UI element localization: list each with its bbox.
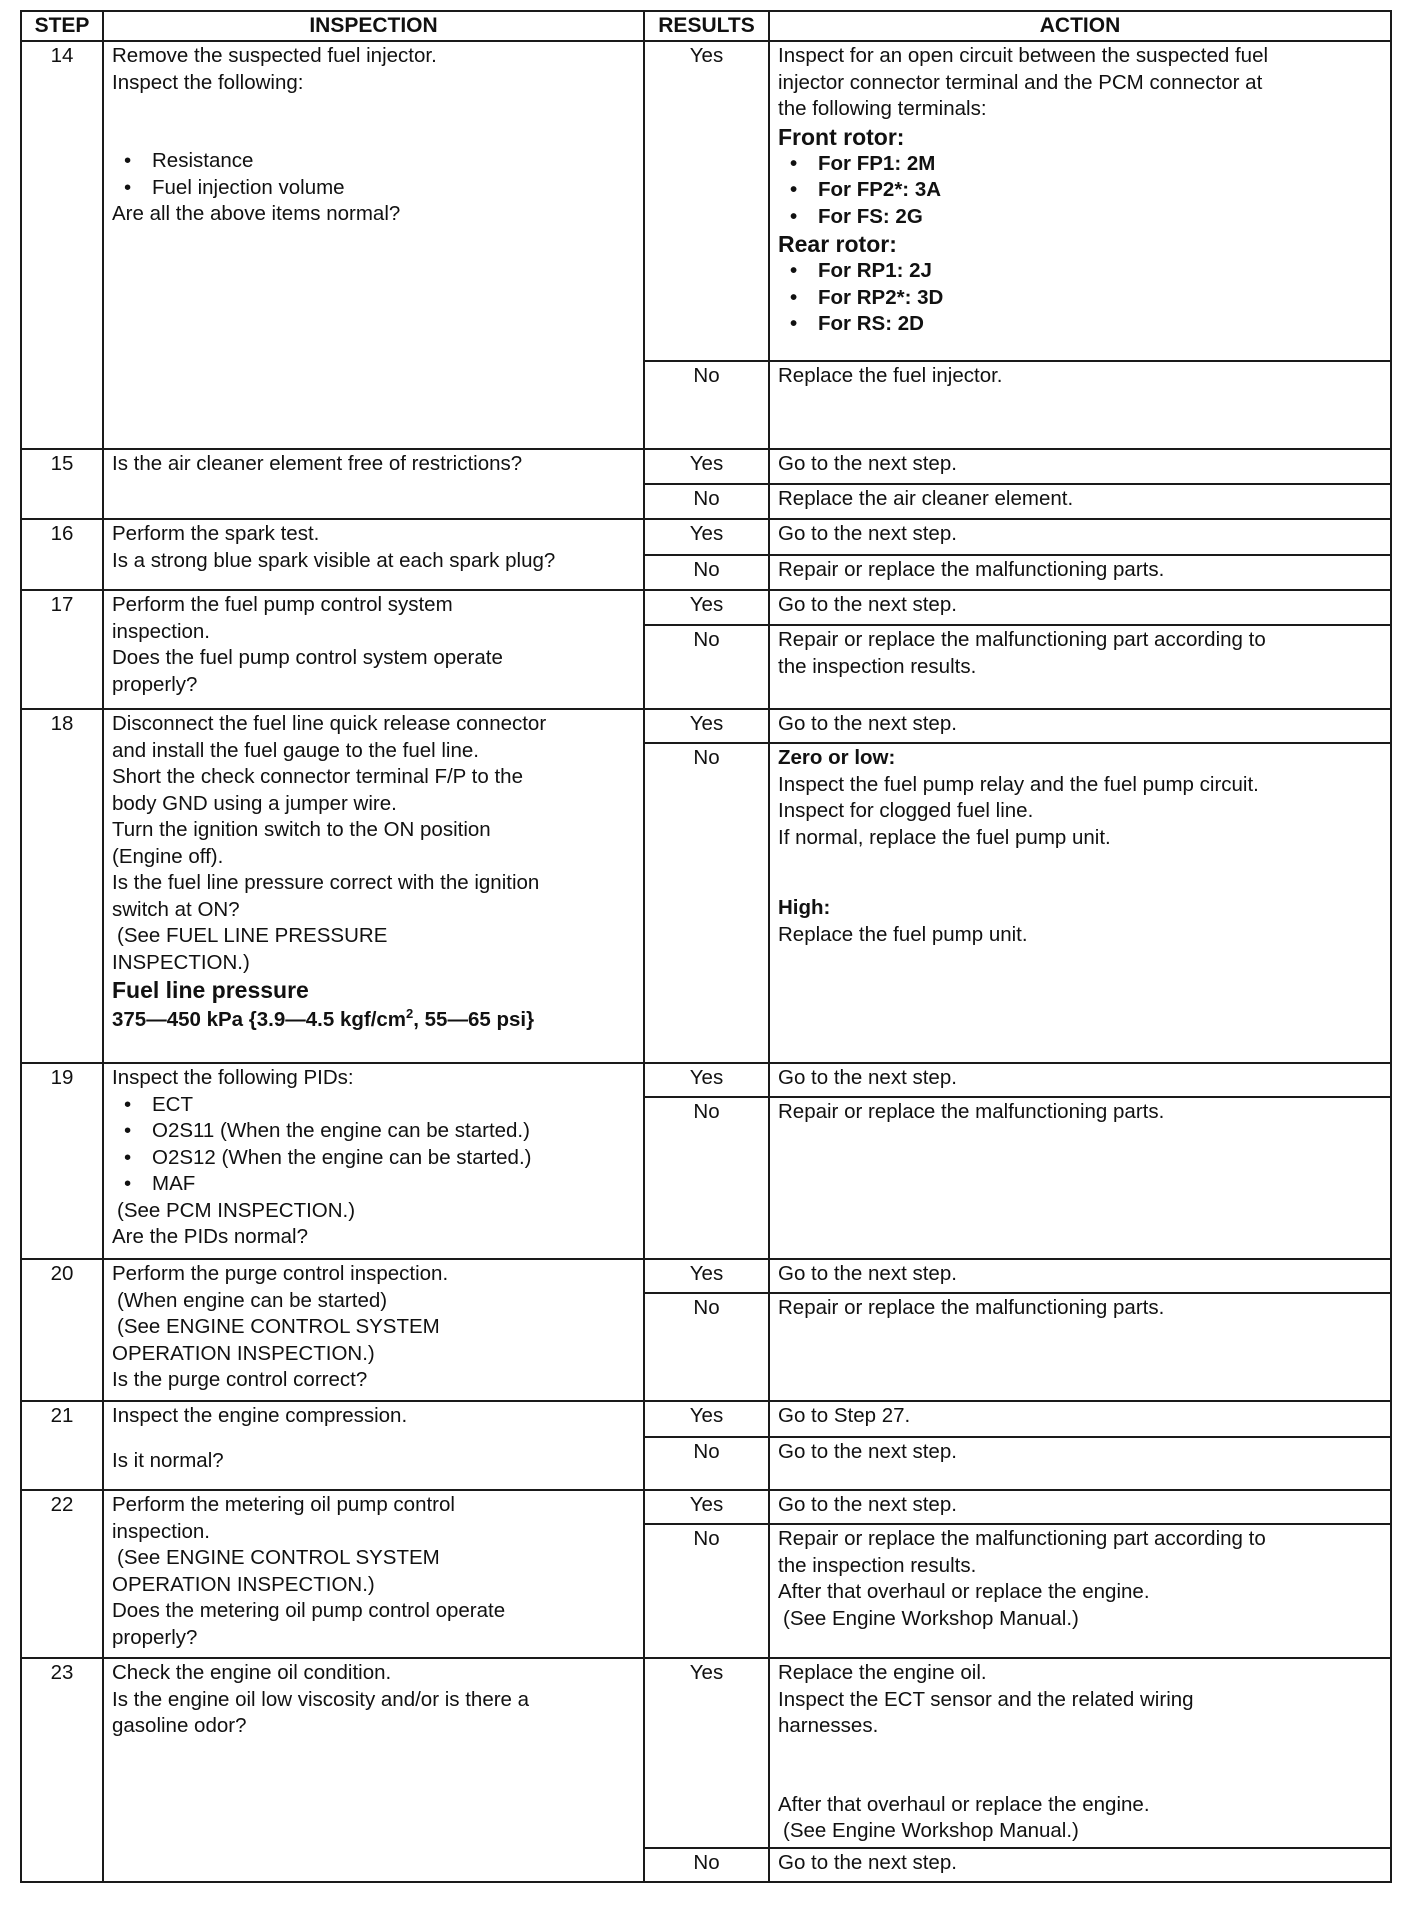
table-row <box>21 1490 1391 1524</box>
step-number: 21 <box>21 1401 103 1490</box>
step-number: 17 <box>21 590 103 709</box>
inspection-line: Short the check connector terminal F/P to the <box>112 765 523 788</box>
result-no: No <box>644 555 769 590</box>
bullet-item: • O2S12 (When the engine can be started.) <box>112 1145 635 1172</box>
step-number: 14 <box>21 41 103 449</box>
terminal-item: • For RP2*: 3D <box>778 285 1382 312</box>
header-action: ACTION <box>769 11 1391 41</box>
spec-value-part: 375—450 kPa {3.9—4.5 kgf/cm <box>112 1008 407 1031</box>
inspection-line: Remove the suspected fuel injector. <box>112 44 437 67</box>
front-rotor-heading: Front rotor: <box>778 123 905 150</box>
spec-value-superscript: 2 <box>406 1006 414 1022</box>
inspection-line: Turn the ignition switch to the ON position <box>112 818 491 841</box>
action-cell: Replace the fuel injector. <box>769 361 1391 449</box>
result-no: No <box>644 743 769 1063</box>
inspection-cell <box>103 519 644 590</box>
result-no: No <box>644 625 769 709</box>
inspection-line: (See ENGINE CONTROL SYSTEM <box>117 1546 440 1569</box>
inspection-line: inspection. <box>112 619 211 643</box>
terminal-item: • For FP1: 2M <box>778 151 1382 178</box>
inspection-line: inspection. <box>112 1519 211 1543</box>
action-line: If normal, replace the fuel pump unit. <box>778 825 1111 849</box>
inspection-cell: Is the air cleaner element free of restrictions? <box>103 449 644 519</box>
terminal-item: • For RP1: 2J <box>778 258 1382 285</box>
step-number: 15 <box>21 449 103 519</box>
step-number: 23 <box>21 1658 103 1882</box>
inspection-line: Check the engine oil condition. <box>112 1661 392 1684</box>
inspection-cell <box>103 41 644 449</box>
inspection-line: (See FUEL LINE PRESSURE <box>117 924 388 947</box>
action-line: Inspect the fuel pump relay and the fuel pump circuit. <box>778 772 1259 796</box>
action-cell: Go to the next step. <box>769 1063 1391 1097</box>
action-cell <box>769 625 1391 709</box>
inspection-cell <box>103 590 644 709</box>
result-yes: Yes <box>644 449 769 484</box>
action-line: Repair or replace the malfunctioning part according to <box>778 1527 1266 1550</box>
inspection-line: Perform the purge control inspection. <box>112 1262 449 1285</box>
action-line: the following terminals: <box>778 97 987 120</box>
bullet-item: • O2S11 (When the engine can be started.) <box>112 1118 635 1145</box>
result-yes: Yes <box>644 1063 769 1097</box>
action-cell <box>769 1524 1391 1658</box>
bullet-item: • MAF <box>112 1171 635 1198</box>
inspection-line: Perform the spark test. <box>112 522 320 545</box>
action-cell: Repair or replace the malfunctioning parts. <box>769 1293 1391 1401</box>
table-row <box>21 590 1391 625</box>
inspection-line: Inspect the following PIDs: <box>112 1066 354 1089</box>
action-line: harnesses. <box>778 1714 879 1737</box>
table-row <box>21 519 1391 555</box>
inspection-line: (When engine can be started) <box>117 1288 388 1312</box>
result-no: No <box>644 1437 769 1490</box>
action-cell: Go to Step 27. <box>769 1401 1391 1437</box>
terminal-item: • For RS: 2D <box>778 311 1382 338</box>
result-yes: Yes <box>644 1658 769 1848</box>
spec-value-part: , 55—65 psi} <box>413 1008 535 1031</box>
action-line: Inspect for clogged fuel line. <box>778 799 1034 822</box>
table-row <box>21 41 1391 361</box>
inspection-cell <box>103 1658 644 1882</box>
result-no: No <box>644 1293 769 1401</box>
terminal-item: • For FP2*: 3A <box>778 177 1382 204</box>
inspection-line: Is a strong blue spark visible at each spark plug? <box>112 548 556 572</box>
table-row <box>21 1259 1391 1293</box>
result-yes: Yes <box>644 41 769 361</box>
spec-heading: Fuel line pressure <box>112 977 309 1003</box>
terminal-item: • For FS: 2G <box>778 204 1382 231</box>
inspection-line: Does the metering oil pump control operate <box>112 1599 506 1622</box>
action-cell: Repair or replace the malfunctioning parts. <box>769 555 1391 590</box>
step-number: 20 <box>21 1259 103 1401</box>
inspection-line: Disconnect the fuel line quick release connector <box>112 712 547 735</box>
action-cell: Replace the air cleaner element. <box>769 484 1391 519</box>
action-cell: Go to the next step. <box>769 590 1391 625</box>
inspection-line: Is the fuel line pressure correct with the ignition <box>112 871 540 894</box>
result-yes: Yes <box>644 590 769 625</box>
action-cell <box>769 743 1391 1063</box>
table-row <box>21 449 1391 484</box>
header-inspection: INSPECTION <box>103 11 644 41</box>
inspection-cell <box>103 1401 644 1490</box>
header-row <box>21 11 1391 41</box>
action-cell: Go to the next step. <box>769 709 1391 743</box>
table-row <box>21 1658 1391 1848</box>
step-number: 16 <box>21 519 103 590</box>
inspection-line: (See PCM INSPECTION.) <box>117 1198 356 1222</box>
inspection-line: (See ENGINE CONTROL SYSTEM <box>117 1315 440 1338</box>
action-cell: Go to the next step. <box>769 519 1391 555</box>
result-no: No <box>644 484 769 519</box>
action-line: the inspection results. <box>778 654 977 678</box>
action-line: Inspect the ECT sensor and the related wiring <box>778 1687 1194 1711</box>
action-line: (See Engine Workshop Manual.) <box>783 1606 1079 1630</box>
step-number: 19 <box>21 1063 103 1259</box>
header-results: RESULTS <box>644 11 769 41</box>
action-cell <box>769 1658 1391 1848</box>
result-yes: Yes <box>644 519 769 555</box>
action-line: injector connector terminal and the PCM connector at <box>778 70 1263 94</box>
inspection-line: OPERATION INSPECTION.) <box>112 1572 375 1596</box>
inspection-question: Are all the above items normal? <box>112 202 401 225</box>
table-row <box>21 1063 1391 1097</box>
zero-low-heading: Zero or low: <box>778 746 896 769</box>
inspection-line: INSPECTION.) <box>112 950 250 974</box>
inspection-line: OPERATION INSPECTION.) <box>112 1341 375 1365</box>
inspection-line: properly? <box>112 672 198 696</box>
inspection-line: Perform the fuel pump control system <box>112 593 453 616</box>
inspection-line: Are the PIDs normal? <box>112 1225 308 1248</box>
action-line: Replace the engine oil. <box>778 1661 987 1684</box>
inspection-line: Is it normal? <box>112 1448 224 1472</box>
inspection-line: Inspect the engine compression. <box>112 1404 408 1427</box>
action-line: Inspect for an open circuit between the suspected fuel <box>778 44 1269 67</box>
inspection-line: properly? <box>112 1625 198 1649</box>
action-line: Repair or replace the malfunctioning part according to <box>778 628 1266 651</box>
inspection-line: switch at ON? <box>112 897 240 921</box>
inspection-line: gasoline odor? <box>112 1714 247 1737</box>
result-no: No <box>644 1848 769 1882</box>
inspection-line: Does the fuel pump control system operate <box>112 646 503 669</box>
inspection-line: and install the fuel gauge to the fuel line. <box>112 738 479 762</box>
action-cell: Go to the next step. <box>769 1848 1391 1882</box>
inspection-line: body GND using a jumper wire. <box>112 791 397 815</box>
rear-rotor-heading: Rear rotor: <box>778 231 897 257</box>
result-yes: Yes <box>644 709 769 743</box>
result-no: No <box>644 1097 769 1259</box>
result-no: No <box>644 361 769 449</box>
action-cell: Go to the next step. <box>769 449 1391 484</box>
inspection-cell <box>103 709 644 1063</box>
action-line: (See Engine Workshop Manual.) <box>783 1819 1079 1842</box>
action-line: After that overhaul or replace the engine. <box>778 1792 1150 1816</box>
action-cell: Repair or replace the malfunctioning parts. <box>769 1097 1391 1259</box>
inspection-cell <box>103 1259 644 1401</box>
result-yes: Yes <box>644 1490 769 1524</box>
bullet-item: • Fuel injection volume <box>112 175 635 202</box>
table-row <box>21 1401 1391 1437</box>
spec-value <box>112 1007 635 1034</box>
result-yes: Yes <box>644 1259 769 1293</box>
inspection-line: Perform the metering oil pump control <box>112 1493 455 1516</box>
result-no: No <box>644 1524 769 1658</box>
inspection-line: Inspect the following: <box>112 70 304 94</box>
step-number: 18 <box>21 709 103 1063</box>
action-cell: Go to the next step. <box>769 1437 1391 1490</box>
table-row <box>21 709 1391 743</box>
action-cell: Go to the next step. <box>769 1259 1391 1293</box>
result-yes: Yes <box>644 1401 769 1437</box>
step-number: 22 <box>21 1490 103 1658</box>
action-line: Replace the fuel pump unit. <box>778 922 1028 946</box>
header-step: STEP <box>21 11 103 41</box>
diagnostic-page <box>20 10 1390 1883</box>
action-line: the inspection results. <box>778 1553 977 1577</box>
inspection-line: Is the engine oil low viscosity and/or is there a <box>112 1687 530 1711</box>
bullet-item: • Resistance <box>112 148 635 175</box>
bullet-item: • ECT <box>112 1092 635 1119</box>
action-line: After that overhaul or replace the engine. <box>778 1580 1150 1603</box>
diagnostic-table <box>20 10 1392 1883</box>
high-heading: High: <box>778 896 831 919</box>
action-cell: Go to the next step. <box>769 1490 1391 1524</box>
inspection-line: (Engine off). <box>112 844 224 868</box>
action-cell <box>769 41 1391 361</box>
inspection-line: Is the purge control correct? <box>112 1368 368 1391</box>
inspection-cell <box>103 1490 644 1658</box>
inspection-cell <box>103 1063 644 1259</box>
